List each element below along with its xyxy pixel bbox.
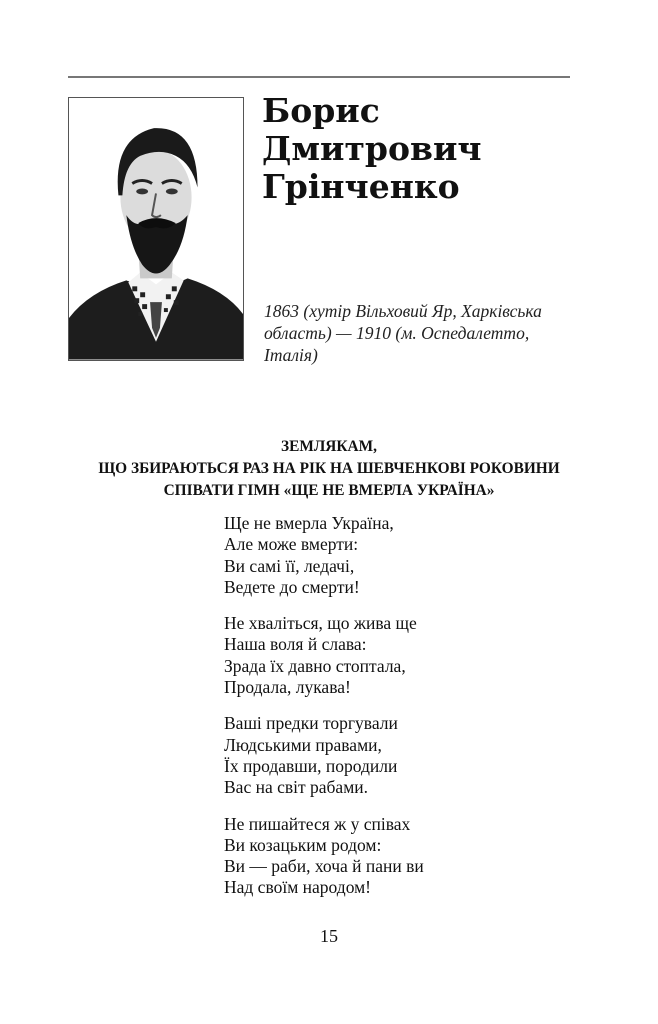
author-portrait xyxy=(68,97,244,361)
author-name xyxy=(262,92,482,206)
verse-line: Ви самі її, ледачі, xyxy=(224,555,355,576)
poem-title-line: ЩО ЗБИРАЮТЬСЯ РАЗ НА РІК НА ШЕВЧЕНКОВІ РОКОВИНИ xyxy=(98,460,560,477)
author-patronymic: Дмитрович xyxy=(262,129,482,168)
verse-line: Ви козацьким родом: xyxy=(224,834,382,855)
stanza xyxy=(224,613,544,698)
page-number: 15 xyxy=(320,926,338,946)
verse-line: Ще не вмерла Україна, xyxy=(224,513,394,533)
verse-line: Ведете до смерти! xyxy=(224,576,360,597)
author-dates-line: область) — 1910 (м. Оспедалетто, xyxy=(264,323,530,343)
stanza xyxy=(224,814,544,899)
verse-line: Людськими правами, xyxy=(224,734,382,755)
poem-title xyxy=(52,436,607,502)
verse-line: Вас на світ рабами. xyxy=(224,777,369,798)
verse-line: Їх продавши, породили xyxy=(224,755,398,776)
author-dates xyxy=(264,300,564,366)
verse-line: Над своїм народом! xyxy=(224,877,372,898)
author-dates-line: Італія) xyxy=(264,345,318,365)
verse-line: Не хваліться, що жива ще xyxy=(224,613,417,634)
verse-line: Але може вмерти: xyxy=(224,534,359,555)
stanza xyxy=(224,513,544,598)
verse-line: Не пишайтеся ж у співах xyxy=(224,813,411,834)
poem-title-line: ЗЕМЛЯКАМ, xyxy=(281,438,377,455)
author-first-name: Борис xyxy=(262,91,380,130)
verse-line: Ваші предки торгували xyxy=(224,713,398,734)
poem-title-line: СПІВАТИ ГІМН «ЩЕ НЕ ВМЕРЛА УКРАЇНА» xyxy=(163,482,495,499)
verse-line: Ви — раби, хоча й пани ви xyxy=(224,856,424,877)
verse-line: Зрада їх давно стоптала, xyxy=(224,655,406,676)
verse-line: Наша воля й слава: xyxy=(224,634,367,655)
verse-line: Продала, лукава! xyxy=(224,677,351,698)
author-dates-line: 1863 (хутір Вільховий Яр, Харківська xyxy=(264,301,542,321)
header-rule xyxy=(68,76,570,78)
author-surname: Грінченко xyxy=(262,167,460,206)
stanza xyxy=(224,713,544,798)
portrait-drawing xyxy=(69,98,243,360)
poem-body xyxy=(224,513,544,914)
